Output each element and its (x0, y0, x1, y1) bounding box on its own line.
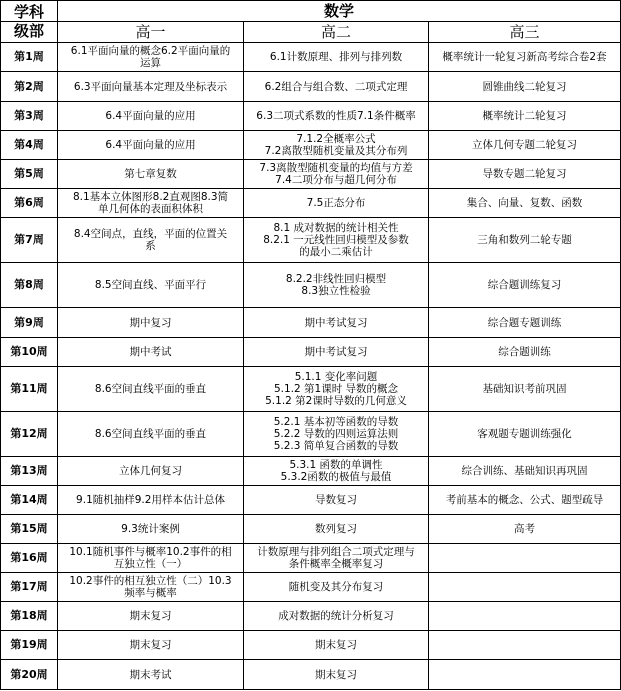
cell-line: 频率与概率 (124, 587, 177, 599)
grade1-cell (58, 131, 244, 160)
grade3-cell (429, 367, 621, 412)
grade2-cell (244, 131, 429, 160)
cell-line: 期末考试 (129, 668, 172, 681)
cell-line: 第七章复数 (124, 168, 177, 180)
grade3-cell (429, 102, 621, 131)
grade1-cell (58, 218, 244, 263)
grade1-cell (58, 631, 244, 660)
cell-line: 8.6空间直线平面的垂直 (94, 383, 207, 395)
grade3-cell (429, 631, 621, 660)
cell-line: 6.3平面向量基本定理及坐标表示 (73, 80, 228, 93)
cell-line: 8.1基本立体图形8.2直观图8.3简 (72, 191, 229, 203)
cell-line: 三角和数列二轮专题 (477, 234, 572, 246)
cell-line: 系 (145, 240, 156, 252)
cell-line: 6.4平面向量的应用 (105, 110, 196, 122)
cell-line: 单几何体的表面积体积 (98, 203, 203, 215)
cell-line: 期中考试复习 (304, 346, 368, 358)
grade2-cell (244, 457, 429, 486)
cell-line: 数列复习 (315, 523, 357, 535)
grade3-cell (429, 338, 621, 367)
grade1-cell (58, 263, 244, 308)
cell-line: 立体几何专题二轮复习 (472, 139, 577, 151)
week-row (1, 131, 621, 160)
grade2-cell (244, 412, 429, 457)
cell-line: 期末复习 (315, 668, 357, 681)
week-label: 第12周 (1, 412, 58, 457)
grade3-cell (429, 515, 621, 544)
cell-line: 9.1随机抽样9.2用样本估计总体 (76, 494, 225, 506)
grade3-cell (429, 189, 621, 218)
cell-line: 8.1 成对数据的统计相关性 (273, 222, 399, 234)
week-row (1, 412, 621, 457)
grade3-cell (429, 573, 621, 602)
grade1-cell (58, 189, 244, 218)
cell-line: 高考 (514, 523, 535, 535)
grade1-cell (58, 544, 244, 573)
grade2-cell (244, 338, 429, 367)
week-label: 第4周 (1, 131, 58, 160)
week-row (1, 263, 621, 308)
grade3-cell (429, 72, 621, 102)
grade3-cell (429, 160, 621, 189)
cell-line: 8.5空间直线、平面平行 (94, 279, 207, 291)
grade3-cell (429, 412, 621, 457)
week-label: 第6周 (1, 189, 58, 218)
grade1-cell (58, 102, 244, 131)
cell-line: 6.4平面向量的应用 (105, 139, 196, 151)
week-label: 第5周 (1, 160, 58, 189)
grade2-cell (244, 544, 429, 573)
week-label: 第9周 (1, 308, 58, 338)
week-label: 第15周 (1, 515, 58, 544)
cell-line: 导数复习 (315, 494, 357, 506)
grade2-cell (244, 218, 429, 263)
cell-line: 期中复习 (129, 316, 172, 329)
week-row (1, 544, 621, 573)
cell-line: 5.2.1 基本初等函数的导数 (273, 416, 399, 428)
cell-line: 10.2事件的相互独立性（二）10.3 (69, 575, 232, 587)
grade1-cell (58, 660, 244, 690)
cell-line: 7.2离散型随机变量及其分布列 (264, 145, 408, 157)
cell-line: 5.3.2函数的极值与最值 (280, 471, 392, 483)
corner-cell (1, 1, 58, 43)
grade1-cell (58, 515, 244, 544)
grade2-cell (244, 602, 429, 631)
grade2-cell (244, 308, 429, 338)
cell-line: 10.1随机事件与概率10.2事件的相 (69, 546, 232, 558)
week-label: 第14周 (1, 486, 58, 515)
grade1-cell (58, 160, 244, 189)
grade1-cell (58, 486, 244, 515)
cell-line: 计数原理与排列组合二项式定理与 (257, 546, 415, 558)
cell-line: 8.3独立性检验 (301, 285, 371, 297)
grade1-cell (58, 338, 244, 367)
cell-line: 期中考试复习 (304, 316, 368, 329)
grade2-cell (244, 367, 429, 412)
cell-line: 随机变及其分布复习 (288, 581, 384, 593)
week-label: 第19周 (1, 631, 58, 660)
cell-line: 6.2组合与组合数、二项式定理 (264, 80, 408, 93)
week-row (1, 308, 621, 338)
week-row (1, 338, 621, 367)
cell-line: 5.1.1 变化率问题 (294, 371, 378, 383)
week-row (1, 367, 621, 412)
cell-line: 8.4空间点，直线，平面的位置关 (73, 228, 228, 240)
grade3-cell (429, 660, 621, 690)
week-row (1, 631, 621, 660)
grade1-cell (58, 457, 244, 486)
cell-line: 概率统计一轮复习新高考综合卷2套 (442, 51, 607, 63)
week-row (1, 515, 621, 544)
grade2-cell (244, 43, 429, 72)
cell-line: 5.2.2 导数的四则运算法则 (273, 428, 399, 440)
grade1-cell (58, 412, 244, 457)
grade-header-3: 高三 (429, 22, 621, 43)
week-label: 第8周 (1, 263, 58, 308)
week-label: 第7周 (1, 218, 58, 263)
grade3-cell (429, 457, 621, 486)
cell-line: 期末复习 (129, 610, 172, 622)
cell-line: 5.3.1 函数的单调性 (289, 459, 383, 471)
cell-line: 综合题训练 (498, 346, 551, 358)
cell-line: 客观题专题训练强化 (477, 428, 572, 440)
cell-line: 考前基本的概念、公式、题型疏导 (445, 494, 604, 506)
cell-line: 综合题训练复习 (487, 279, 562, 291)
week-label: 第13周 (1, 457, 58, 486)
grade2-cell (244, 189, 429, 218)
grade2-cell (244, 573, 429, 602)
cell-line: 的最小二乘估计 (299, 246, 373, 258)
grade2-cell (244, 486, 429, 515)
grade3-cell (429, 486, 621, 515)
cell-line: 成对数据的统计分析复习 (278, 610, 394, 622)
grade1-cell (58, 602, 244, 631)
grade1-cell (58, 43, 244, 72)
cell-line: 导数专题二轮复习 (482, 168, 567, 180)
subject-label: 学科 (1, 3, 57, 22)
week-row (1, 457, 621, 486)
grade1-cell (58, 72, 244, 102)
grade3-cell (429, 43, 621, 72)
cell-line: 圆锥曲线二轮复习 (482, 80, 567, 93)
cell-line: 5.1.2 第1课时 导数的概念 (273, 383, 399, 395)
week-row (1, 218, 621, 263)
week-row (1, 43, 621, 72)
schedule-body (1, 43, 621, 690)
grade-label: 级部 (13, 22, 44, 40)
grade1-cell (58, 367, 244, 412)
week-label: 第18周 (1, 602, 58, 631)
cell-line: 综合题专题训练 (487, 316, 562, 329)
week-row (1, 189, 621, 218)
week-label: 第20周 (1, 660, 58, 690)
grade-header-2: 高二 (244, 22, 429, 43)
grade3-cell (429, 263, 621, 308)
grade2-cell (244, 631, 429, 660)
week-row (1, 602, 621, 631)
week-label: 第2周 (1, 72, 58, 102)
cell-line: 9.3统计案例 (121, 523, 180, 535)
week-label: 第1周 (1, 43, 58, 72)
grade3-cell (429, 131, 621, 160)
week-label: 第3周 (1, 102, 58, 131)
grade2-cell (244, 263, 429, 308)
cell-line: 互独立性（一） (113, 558, 188, 570)
week-label: 第17周 (1, 573, 58, 602)
grade2-cell (244, 72, 429, 102)
grade1-cell (58, 308, 244, 338)
grade3-cell (429, 544, 621, 573)
grade2-cell (244, 660, 429, 690)
cell-line: 综合训练、基础知识再巩固 (461, 465, 588, 477)
cell-line: 期末复习 (315, 639, 357, 651)
cell-line: 6.1平面向量的概念6.2平面向量的 (70, 45, 231, 57)
cell-line: 集合、向量、复数、函数 (466, 197, 583, 209)
grade2-cell (244, 102, 429, 131)
cell-line: 概率统计二轮复习 (482, 110, 567, 122)
cell-line: 8.2.1 一元线性回归模型及参数 (263, 234, 409, 246)
cell-line: 5.1.2 第2课时导数的几何意义 (265, 395, 407, 407)
cell-line: 8.2.2非线性回归模型 (285, 273, 387, 285)
grade3-cell (429, 218, 621, 263)
grade2-cell (244, 515, 429, 544)
cell-line: 7.4二项分布与超几何分布 (275, 174, 397, 186)
week-row (1, 486, 621, 515)
cell-line: 7.1.2全概率公式 (296, 133, 376, 145)
cell-line: 基础知识考前巩固 (482, 383, 567, 395)
week-row (1, 72, 621, 102)
grade-header-1: 高一 (58, 22, 244, 43)
week-row (1, 660, 621, 690)
week-label: 第10周 (1, 338, 58, 367)
cell-line: 6.1计数原理、排列与排列数 (269, 51, 403, 63)
cell-line: 6.3二项式系数的性质7.1条件概率 (256, 110, 416, 122)
week-row (1, 160, 621, 189)
cell-line: 7.3离散型随机变量的均值与方差 (259, 162, 413, 174)
grade3-cell (429, 602, 621, 631)
cell-line: 期中考试 (129, 346, 172, 358)
cell-line: 立体几何复习 (119, 465, 182, 477)
cell-line: 7.5正态分布 (306, 197, 366, 209)
week-label: 第16周 (1, 544, 58, 573)
cell-line: 5.2.3 简单复合函数的导数 (273, 440, 399, 452)
grade2-cell (244, 160, 429, 189)
cell-line: 条件概率全概率复习 (288, 558, 384, 570)
week-label: 第11周 (1, 367, 58, 412)
cell-line: 运算 (140, 57, 161, 69)
cell-line: 8.6空间直线平面的垂直 (94, 428, 207, 440)
week-row (1, 573, 621, 602)
grade1-cell (58, 573, 244, 602)
week-row (1, 102, 621, 131)
cell-line: 期末复习 (129, 639, 172, 651)
grade3-cell (429, 308, 621, 338)
subject-title: 数学 (58, 1, 621, 22)
